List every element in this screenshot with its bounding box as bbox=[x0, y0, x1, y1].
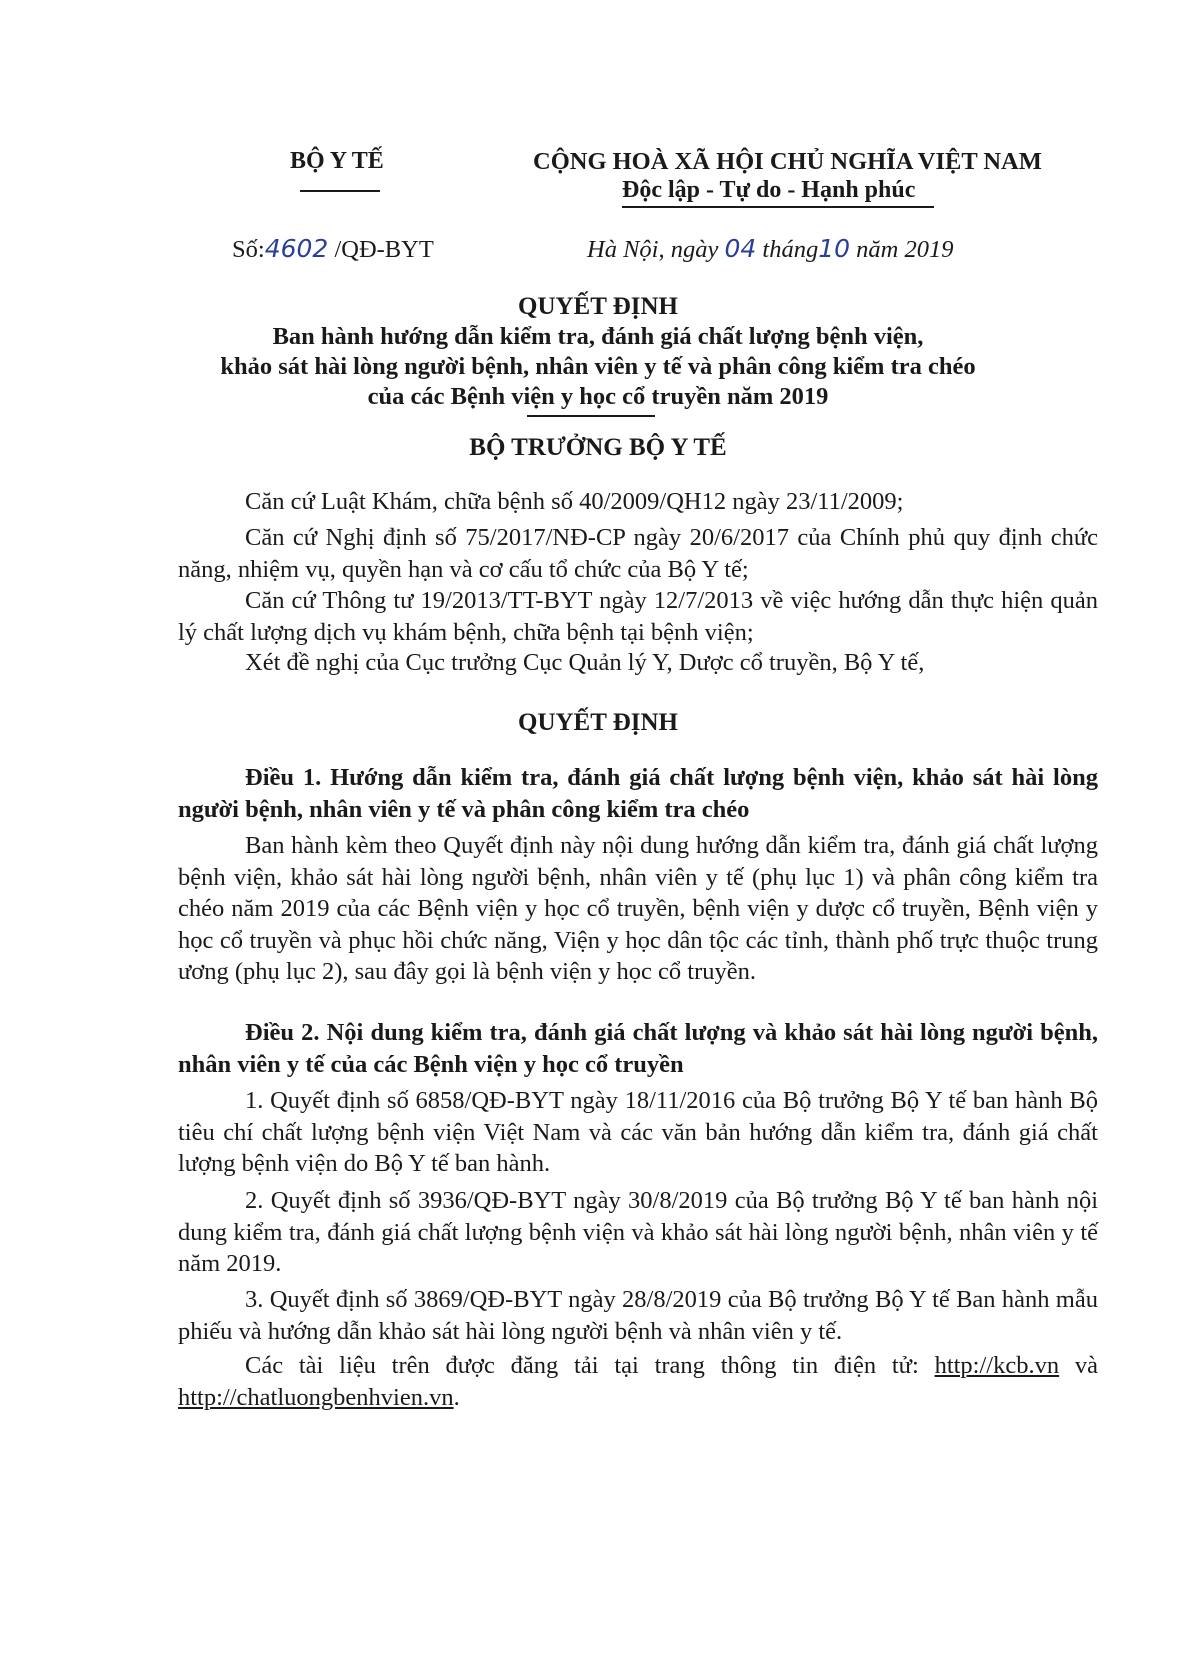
handwritten-day: 04 bbox=[724, 234, 757, 263]
date-month-word: tháng bbox=[762, 236, 819, 263]
authority-heading: BỘ TRƯỞNG BỘ Y TẾ bbox=[469, 434, 727, 461]
ministry-underline bbox=[300, 190, 380, 192]
date-year: năm 2019 bbox=[856, 236, 954, 263]
document-date bbox=[587, 234, 953, 264]
motto-underline bbox=[622, 206, 934, 208]
article-1-title: Điều 1. Hướng dẫn kiểm tra, đánh giá chất lượng bệnh viện, khảo sát hài lòng người bệnh, nhân viên y tế và phân công kiểm tra chéo bbox=[178, 764, 1098, 823]
preamble-2: Căn cứ Nghị định số 75/2017/NĐ-CP ngày 20/6/2017 của Chính phủ quy định chức năng, nhiệm vụ, quyền hạn và cơ cấu tổ chức của Bộ Y tế; bbox=[178, 524, 1098, 583]
number-prefix: Số: bbox=[232, 236, 265, 263]
title-underline bbox=[527, 415, 655, 417]
article-2-item-1: 1. Quyết định số 6858/QĐ-BYT ngày 18/11/2016 của Bộ trưởng Bộ Y tế ban hành Bộ tiêu chí chất lượng bệnh viện Việt Nam và các văn bản hướng dẫn kiểm tra, đánh giá chất lượng bệnh viện do Bộ Y tế ban hành. bbox=[178, 1087, 1098, 1177]
link-kcb[interactable]: http://kcb.vn bbox=[934, 1352, 1060, 1379]
title-line-2: khảo sát hài lòng người bệnh, nhân viên y tế và phân công kiểm tra chéo bbox=[220, 353, 976, 380]
article-2-title: Điều 2. Nội dung kiểm tra, đánh giá chất lượng và khảo sát hài lòng người bệnh, nhân viên y tế của các Bệnh viện y học cổ truyền bbox=[178, 1019, 1098, 1078]
decision-heading: QUYẾT ĐỊNH bbox=[518, 709, 678, 736]
national-motto: Độc lập - Tự do - Hạnh phúc bbox=[622, 177, 916, 203]
handwritten-month: 10 bbox=[818, 234, 851, 263]
preamble-1: Căn cứ Luật Khám, chữa bệnh số 40/2009/QH12 ngày 23/11/2009; bbox=[245, 488, 904, 515]
article-2-item-3: 3. Quyết định số 3869/QĐ-BYT ngày 28/8/2019 của Bộ trưởng Bộ Y tế Ban hành mẫu phiếu và hướng dẫn khảo sát hài lòng người bệnh và nhân viên y tế. bbox=[178, 1286, 1098, 1345]
ministry-name: BỘ Y TẾ bbox=[290, 148, 384, 174]
number-suffix: /QĐ-BYT bbox=[334, 236, 434, 263]
article-2-item-2: 2. Quyết định số 3936/QĐ-BYT ngày 30/8/2019 của Bộ trưởng Bộ Y tế ban hành nội dung kiểm tra, đánh giá chất lượng bệnh viện và khảo sát hài lòng người bệnh, nhân viên y tế năm 2019. bbox=[178, 1187, 1098, 1277]
preamble-4: Xét đề nghị của Cục trưởng Cục Quản lý Y, Dược cổ truyền, Bộ Y tế, bbox=[245, 649, 925, 676]
title-line-3: của các Bệnh viện y học cổ truyền năm 2019 bbox=[367, 383, 829, 410]
preamble-3: Căn cứ Thông tư 19/2013/TT-BYT ngày 12/7/2013 về việc hướng dẫn thực hiện quản lý chất lượng dịch vụ khám bệnh, chữa bệnh tại bệnh viện; bbox=[178, 587, 1098, 646]
article-2-documents: Các tài liệu trên được đăng tải tại trang thông tin điện tử: http://kcb.vn và http://chatluongbenhvien.vn. bbox=[178, 1352, 1099, 1411]
article-1-body: Ban hành kèm theo Quyết định này nội dung hướng dẫn kiểm tra, đánh giá chất lượng bệnh viện, khảo sát hài lòng người bệnh, nhân viên y tế (phụ lục 1) và phân công kiểm tra chéo năm 2019 của các Bệnh viện y học cổ truyền, bệnh viện y dược cổ truyền, Bệnh viện y học cổ truyền và phục hồi chức năng, Viện y học dân tộc các tỉnh, thành phố trực thuộc trung ương (phụ lục 2), sau đây gọi là bệnh viện y học cổ truyền. bbox=[178, 832, 1098, 985]
title-line-1: Ban hành hướng dẫn kiểm tra, đánh giá chất lượng bệnh viện, bbox=[272, 323, 924, 350]
document-number bbox=[232, 234, 434, 264]
country-name: CỘNG HOÀ XÃ HỘI CHỦ NGHĨA VIỆT NAM bbox=[533, 148, 1042, 175]
link-chatluongbenhvien[interactable]: http://chatluongbenhvien.vn bbox=[178, 1383, 454, 1411]
handwritten-number: 4602 bbox=[264, 234, 329, 263]
decision-title: QUYẾT ĐỊNH bbox=[518, 293, 678, 320]
date-prefix: Hà Nội, ngày bbox=[587, 236, 719, 263]
